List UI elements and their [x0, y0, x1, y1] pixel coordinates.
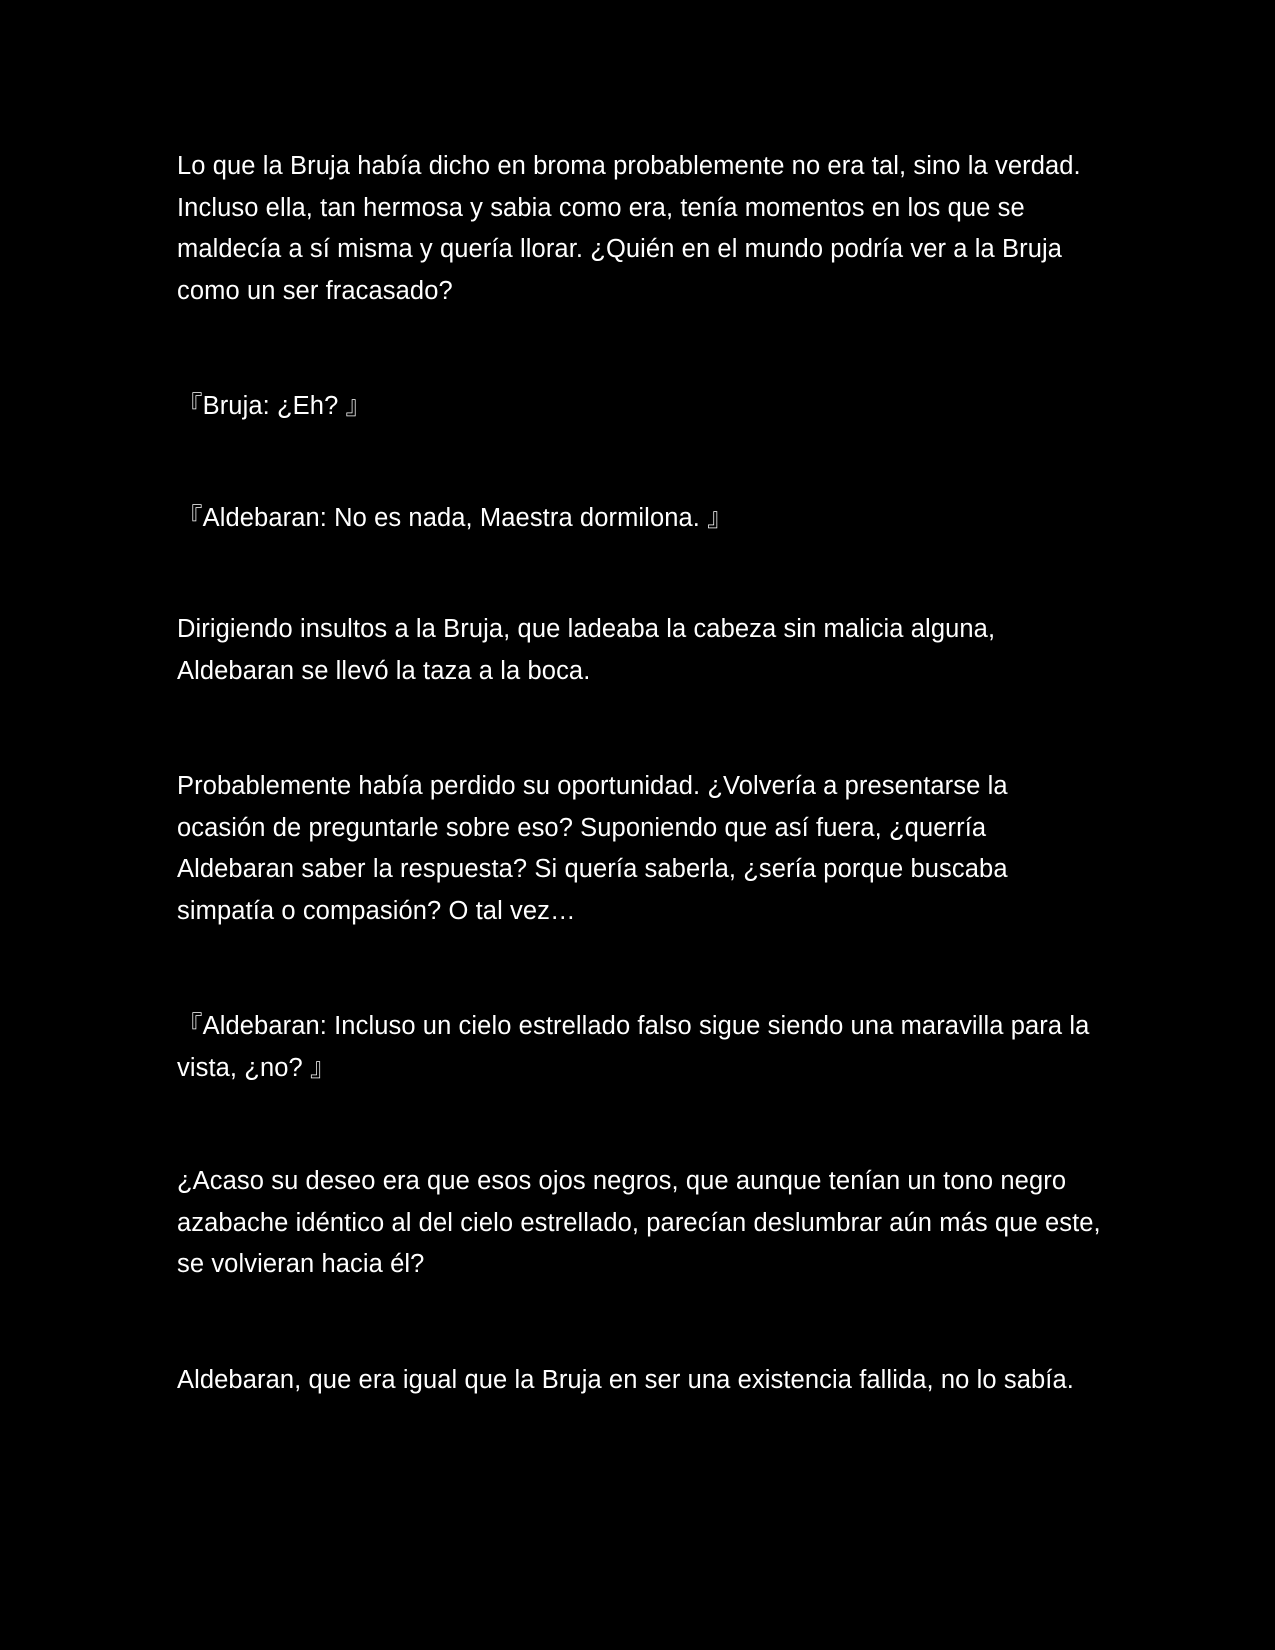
- dialogue-bruja: 『Bruja: ¿Eh? 』: [177, 392, 372, 420]
- paragraph-4: ¿Acaso su deseo era que esos ojos negros, que aunque tenían un tono negro azabache idéntico al del cielo estrellado, parecían deslumbrar aún más que este, se volvieran hacia él?: [177, 1167, 1101, 1278]
- dialogue-aldebaran-1: 『Aldebaran: No es nada, Maestra dormilona. 』: [177, 503, 733, 532]
- document-body: [177, 146, 1102, 1401]
- dialogue-aldebaran-2: 『Aldebaran: Incluso un cielo estrellado falso sigue siendo una maravilla para la vista, ¿no? 』: [177, 1012, 1090, 1082]
- paragraph-2: Dirigiendo insultos a la Bruja, que ladeaba la cabeza sin malicia alguna, Aldebaran se llevó la taza a la boca.: [177, 615, 996, 685]
- paragraph-1: Lo que la Bruja había dicho en broma probablemente no era tal, sino la verdad. Incluso ella, tan hermosa y sabia como era, tenía momentos en los que se maldecía a sí misma y quería llorar. ¿Quién en el mundo podría ver a la Bruja como un ser fracasado?: [177, 152, 1081, 305]
- paragraph-3: Probablemente había perdido su oportunidad. ¿Volvería a presentarse la ocasión de preguntarle sobre eso? Suponiendo que así fuera, ¿querría Aldebaran saber la respuesta? Si quería saberla, ¿sería porque buscaba simpatía o compasión? O tal vez…: [177, 772, 1008, 925]
- paragraph-5: Aldebaran, que era igual que la Bruja en ser una existencia fallida, no lo sabía.: [177, 1365, 1074, 1394]
